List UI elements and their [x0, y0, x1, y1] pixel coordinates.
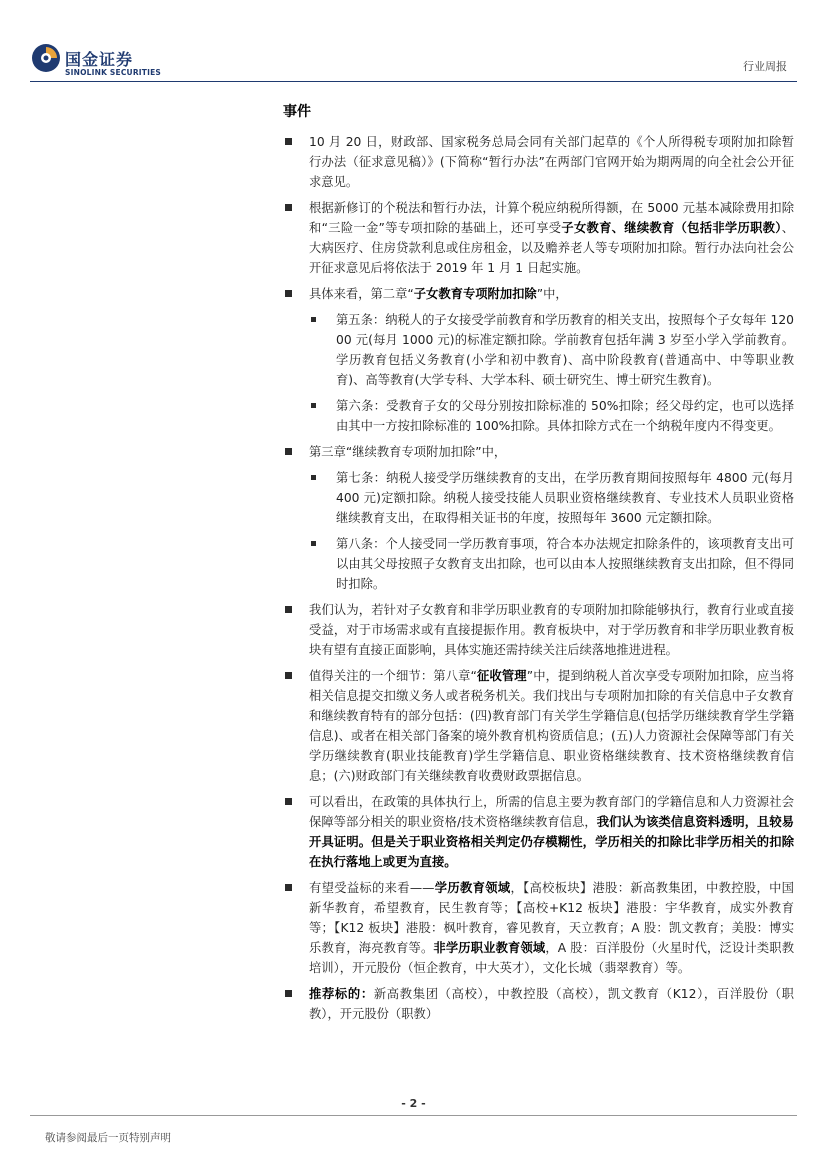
text-run: 10 月 20 日，财政部、国家税务总局会同有关部门起草的《个人所得税专项附加扣除暂行办法（征求意见稿）》(下简称“暂行办法”在两部门官网开始为期两周的向全社会公开征求意见。 — [309, 135, 794, 189]
report-body — [284, 132, 794, 1030]
bullet-paragraph — [284, 984, 794, 1024]
text-run: 具体来看，第二章“ — [309, 287, 414, 301]
text-run: 有望受益标的来看—— — [309, 881, 435, 895]
section-title: 事件 — [283, 104, 311, 120]
bold-text: 非学历职业教育领域 — [433, 941, 546, 955]
text-run: ，【高校板块】港股：新高教集团，中教控股，中国新华教育，希望教育，民生教育等；【高校+K12 板块】港股：宇华教育，成实外教育等；【K12 板块】港股：枫叶教育，睿见教育，天立教育；A 股：凯文教育；美股：博实乐教育，海亮教育等。 — [309, 881, 794, 955]
square-bullet-icon — [285, 990, 292, 997]
square-bullet-icon — [285, 290, 292, 297]
text-run: ，A 股：百洋股份（火星时代，泛设计类职教培训），开元股份（恒企教育，中大英才），文化长城（翡翠教育）等。 — [309, 941, 794, 975]
square-small-bullet-icon — [311, 475, 316, 480]
square-small-bullet-icon — [311, 403, 316, 408]
square-bullet-icon — [285, 798, 292, 805]
sub-bullet-paragraph — [309, 468, 794, 528]
square-bullet-icon — [285, 606, 292, 613]
header-divider — [30, 81, 797, 82]
square-bullet-icon — [285, 138, 292, 145]
square-small-bullet-icon — [311, 317, 316, 322]
disclaimer-note: 敬请参阅最后一页特别声明 — [45, 1132, 171, 1144]
text-run: 新高教集团（高校），中教控股（高校），凯文教育（K12），百洋股份（职教），开元股份（职教） — [309, 987, 794, 1021]
sub-bullet-paragraph — [309, 534, 794, 594]
square-bullet-icon — [285, 448, 292, 455]
bold-text: 推荐标的： — [309, 987, 374, 1001]
bullet-paragraph — [284, 198, 794, 278]
text-run: 可以看出，在政策的具体执行上，所需的信息主要为教育部门的学籍信息和人力资源社会保障等部分相关的职业资格/技术资格继续教育信息， — [309, 795, 794, 829]
square-bullet-icon — [285, 884, 292, 891]
text-run: 值得关注的一个细节：第八章“ — [309, 669, 477, 683]
text-run: 第八条：个人接受同一学历教育事项，符合本办法规定扣除条件的，该项教育支出可以由其父母按照子女教育支出扣除，也可以由本人按照继续教育支出扣除，但不得同时扣除。 — [336, 537, 794, 591]
square-bullet-icon — [285, 204, 292, 211]
bold-text: 子女教育、继续教育（包括非学历职教） — [561, 221, 782, 235]
bold-text: 我们认为该类信息资料透明，且较易开具证明。但是关于职业资格相关判定仍存模糊性，学历相关的扣除比非学历相关的扣除在执行落地上或更为直接。 — [309, 815, 794, 869]
text-run: 第六条：受教育子女的父母分别按扣除标准的 50%扣除；经父母约定，也可以选择由其中一方按扣除标准的 100%扣除。具体扣除方式在一个纳税年度内不得变更。 — [336, 399, 794, 433]
text-run: 、大病医疗、住房贷款利息或住房租金，以及赡养老人等专项附加扣除。暂行办法向社会公开征求意见后将依法于 2019 年 1 月 1 日起实施。 — [309, 221, 794, 275]
logo-chinese-name: 国金证券 — [65, 50, 134, 69]
bullet-paragraph — [284, 666, 794, 786]
bullet-paragraph — [284, 878, 794, 978]
square-small-bullet-icon — [311, 541, 316, 546]
sub-bullet-paragraph — [309, 310, 794, 390]
bullet-paragraph — [284, 284, 794, 304]
logo-english-name: SINOLINK SECURITIES — [65, 68, 162, 77]
bold-text: 学历教育领域 — [434, 881, 511, 895]
text-run: 第七条：纳税人接受学历继续教育的支出，在学历教育期间按照每年 4800 元(每月 400 元)定额扣除。纳税人接受技能人员职业资格继续教育、专业技术人员职业资格继续教育支出，在取得相关证书的年度，按照每年 3600 元定额扣除。 — [336, 471, 794, 525]
text-run: 我们认为，若针对子女教育和非学历职业教育的专项附加扣除能够执行，教育行业或直接受益，对于市场需求或有直接提振作用。教育板块中，对于学历教育和非学历职业教育板块有望有直接正面影响，具体实施还需持续关注后续落地推进进程。 — [309, 603, 794, 657]
text-run: 第五条：纳税人的子女接受学前教育和学历教育的相关支出，按照每个子女每年 12000 元(每月 1000 元)的标准定额扣除。学前教育包括年满 3 岁至小学入学前教育。学历教育包括义务教育(小学和初中教育)、高中阶段教育(普通高中、中等职业教育)、高等教育(大学专科、大学本科、硕士研究生、博士研究生教育)。 — [336, 313, 794, 387]
bold-text: 征收管理 — [476, 669, 527, 683]
logo-icon — [30, 42, 62, 74]
text-run: 根据新修订的个税法和暂行办法，计算个税应纳税所得额，在 5000 元基本减除费用扣除和“三险一金”等专项扣除的基础上，还可享受 — [309, 201, 794, 235]
text-run: 第三章“继续教育专项附加扣除”中， — [309, 445, 507, 459]
page-header — [0, 0, 827, 90]
bullet-paragraph — [284, 442, 794, 462]
text-run: ”中，提到纳税人首次享受专项附加扣除，应当将相关信息提交扣缴义务人或者税务机关。我们找出与专项附加扣除的有关信息中子女教育和继续教育特有的部分包括：(四)教育部门有关学生学籍信息(包括学历继续教育学生学籍信息)、或者在相关部门备案的境外教育机构资质信息；(五)人力资源社会保障等部门有关学历继续教育(职业技能教育)学生学籍信息、职业资格继续教育、技术资格继续教育信息；(六)财政部门有关继续教育收费财政票据信息。 — [309, 669, 794, 783]
footer-divider — [30, 1115, 797, 1116]
text-run: ”中， — [536, 287, 568, 301]
bullet-paragraph — [284, 600, 794, 660]
bullet-paragraph — [284, 132, 794, 192]
bold-text: 子女教育专项附加扣除 — [413, 287, 537, 301]
sub-bullet-paragraph — [309, 396, 794, 436]
company-logo — [30, 42, 190, 82]
report-type-label: 行业周报 — [743, 60, 787, 73]
square-bullet-icon — [285, 672, 292, 679]
page-number: - 2 - — [401, 1097, 426, 1110]
bullet-paragraph — [284, 792, 794, 872]
